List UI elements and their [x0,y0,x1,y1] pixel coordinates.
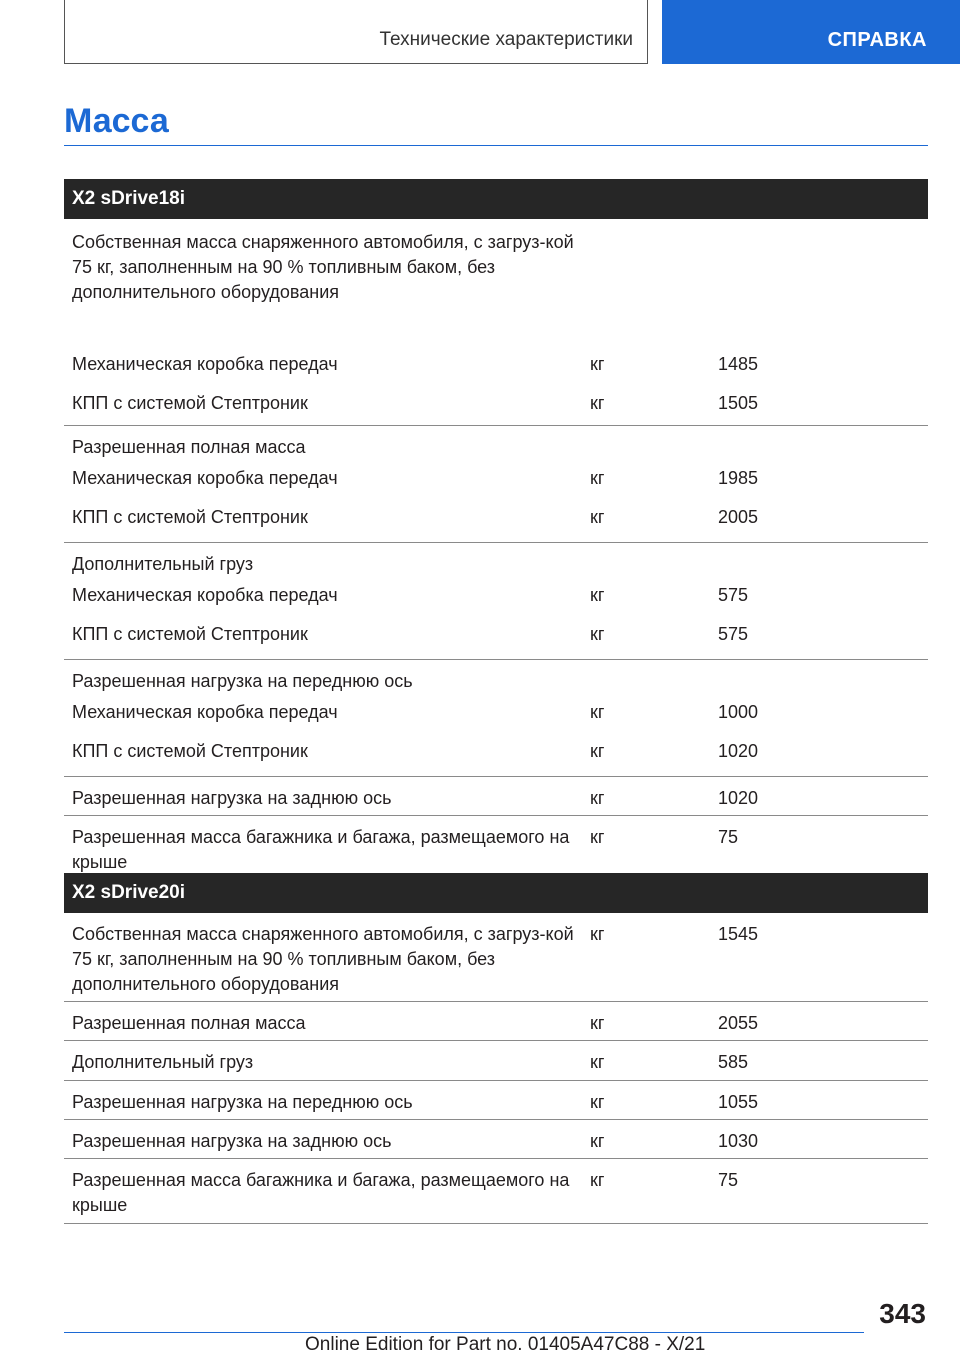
row-unit: кг [590,741,605,761]
row-label: КПП с системой Стептроник [72,507,308,527]
row-value [711,230,928,352]
row-label: Разрешенная нагрузка на заднюю ось [72,788,392,808]
page-title: Масса [64,102,169,140]
row-unit: кг [590,702,605,722]
table-row [64,1041,928,1081]
footer-edition-text: Online Edition for Part no. 01405A47C88 - X/21 [305,1334,706,1355]
row-unit: кг [590,585,605,605]
table-row [64,1159,928,1224]
row-value [711,552,928,583]
table-row [64,505,928,543]
row-label: КПП с системой Стептроник [72,741,308,761]
row-value: 1055 [718,1092,759,1112]
row-value: 1000 [718,702,759,722]
row-value: 1985 [718,468,759,488]
table-row [64,700,928,739]
row-label: Механическая коробка передач [72,354,338,374]
row-unit: кг [590,393,605,413]
row-label: Механическая коробка передач [72,585,338,605]
model-name: X2 sDrive18i [72,188,186,209]
row-value: 575 [718,624,749,644]
table-row [64,739,928,777]
row-value: 1020 [718,741,759,761]
row-value: 75 [718,1170,739,1190]
row-value: 575 [718,585,749,605]
section-title: СПРАВКА [827,29,927,51]
row-value [711,435,928,466]
row-label: Дополнительный груз [72,1052,254,1072]
row-value: 75 [718,827,739,847]
row-value: 585 [718,1052,749,1072]
row-unit: кг [590,1170,605,1190]
row-label: КПП с системой Стептроник [72,393,308,413]
table-header [64,873,928,913]
table-row [64,219,928,352]
row-label: Дополнительный груз [72,554,254,574]
table-row [64,660,928,700]
table-row [64,1081,928,1120]
row-unit: кг [590,827,605,847]
row-value: 2005 [718,507,759,527]
row-unit: кг [590,354,605,374]
row-unit: кг [590,1131,605,1151]
row-value: 1020 [718,788,759,808]
row-label: Собственная масса снаряженного автомобиля, с загруз-кой 75 кг, заполненным на 90 % топливным баком, без дополнительного оборудования [72,924,574,994]
row-label: Механическая коробка передач [72,702,338,722]
table-header [64,179,928,219]
spec-table-sdrive20i [64,873,928,1224]
row-unit: кг [590,624,605,644]
table-row [64,913,928,1002]
table-row [64,466,928,505]
table-row [64,426,928,466]
row-unit: кг [590,1092,605,1112]
row-label: Разрешенная нагрузка на заднюю ось [72,1131,392,1151]
row-label: Разрешенная нагрузка на переднюю ось [72,671,413,691]
table-row [64,352,928,391]
table-row [64,816,928,881]
table-row [64,543,928,583]
row-unit: кг [590,507,605,527]
row-unit [583,435,711,466]
table-row [64,1120,928,1159]
row-label: КПП с системой Стептроник [72,624,308,644]
footer-divider [64,1332,864,1333]
row-label: Разрешенная полная масса [72,437,306,457]
row-value: 1030 [718,1131,759,1151]
row-label: Разрешенная нагрузка на переднюю ось [72,1092,413,1112]
row-unit: кг [590,788,605,808]
table-row [64,583,928,622]
row-value: 1505 [718,393,759,413]
model-name: X2 sDrive20i [72,882,186,903]
row-label: Разрешенная полная масса [72,1013,306,1033]
row-unit [583,669,711,700]
title-divider [64,145,928,146]
row-unit: кг [590,468,605,488]
section-tab[interactable] [662,0,960,64]
row-label: Разрешенная масса багажника и багажа, размещаемого на крыше [72,1170,570,1215]
table-row [64,391,928,426]
row-unit: кг [590,1013,605,1033]
row-unit [583,230,711,352]
table-row [64,622,928,660]
row-label: Разрешенная масса багажника и багажа, размещаемого на крыше [72,827,570,872]
row-value: 1485 [718,354,759,374]
row-label: Механическая коробка передач [72,468,338,488]
row-value: 1545 [718,924,759,944]
row-unit [583,552,711,583]
table-row [64,777,928,816]
chapter-title: Технические характеристики [379,29,633,50]
row-value: 2055 [718,1013,759,1033]
row-label: Собственная масса снаряженного автомобиля, с загруз-кой 75 кг, заполненным на 90 % топливным баком, без дополнительного оборудования [72,232,574,302]
row-unit: кг [590,924,605,944]
table-row [64,1002,928,1041]
page-number: 343 [879,1298,926,1329]
chapter-tab[interactable] [64,0,648,64]
spec-table-sdrive18i [64,179,928,881]
row-unit: кг [590,1052,605,1072]
row-value [711,669,928,700]
